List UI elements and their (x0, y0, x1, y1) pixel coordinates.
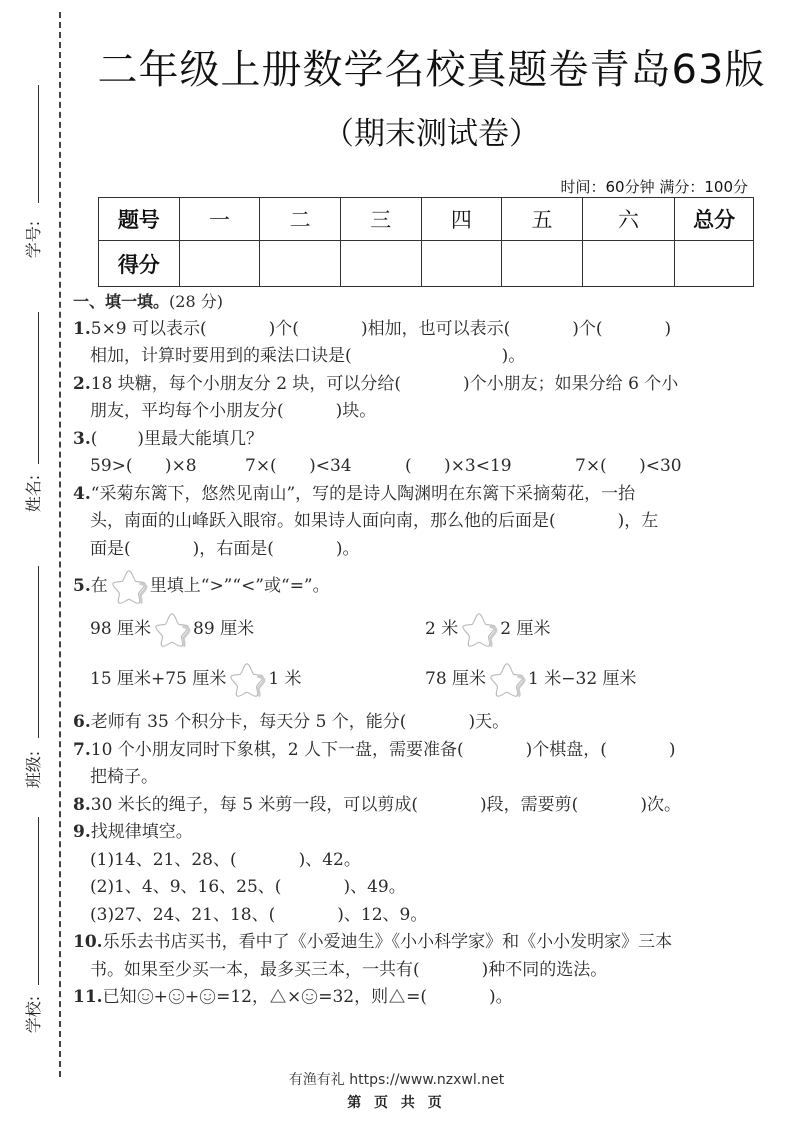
smiley-icon (301, 988, 318, 1005)
question-10 (73, 929, 743, 984)
header-cell: 三 (340, 198, 421, 241)
question-9 (73, 819, 743, 929)
comparison-item (73, 611, 408, 649)
question-text: 里填上“>”“<”或“=”。 (149, 576, 330, 597)
compare-left: 78 厘米 (425, 669, 487, 690)
question-5 (73, 569, 743, 705)
sequence-text: )、42。 (298, 849, 361, 870)
question-text: )相加，也可以表示( (360, 318, 511, 339)
question-text: )，右面是( (192, 538, 274, 559)
name-line[interactable] (38, 312, 39, 464)
question-7 (73, 737, 743, 792)
score-table (98, 197, 754, 287)
header-cell: 四 (421, 198, 502, 241)
comparison-item (73, 661, 408, 699)
compare-left: 98 厘米 (90, 619, 152, 640)
smiley-icon (137, 988, 154, 1005)
question-text: ) (664, 318, 672, 339)
question-number: 10. (73, 932, 103, 952)
score-cell[interactable] (582, 241, 675, 287)
compare-right: 89 厘米 (193, 619, 255, 640)
score-cell[interactable] (179, 241, 260, 287)
score-table-header-row (99, 198, 754, 241)
question-6 (73, 709, 743, 737)
student-id-line[interactable] (38, 85, 39, 203)
question-text: “采菊东篱下，悠然见南山”，写的是诗人陶渊明在东篱下采摘菊花，一抬 (90, 483, 636, 504)
score-cell[interactable] (340, 241, 421, 287)
section-title: 一、填一填。 (73, 292, 170, 311)
question-text: )次。 (640, 794, 681, 815)
sequence-text: (2)1、4、9、16、25、( (90, 877, 282, 897)
star-answer-icon[interactable] (153, 611, 191, 649)
question-2 (73, 371, 743, 426)
question-1 (73, 316, 743, 371)
question-text: )段，需要剪( (480, 794, 579, 815)
question-text: )。 (335, 538, 360, 559)
operator: × (286, 987, 302, 1007)
question-text: 找规律填空。 (90, 822, 193, 842)
question-number: 7. (73, 739, 91, 760)
question-number: 6. (73, 712, 91, 732)
school-line[interactable] (38, 817, 39, 985)
question-number: 3. (73, 428, 91, 449)
question-text: 10 个小朋友同时下象棋，2 人下一盘，需要准备( (90, 739, 464, 760)
sequence-text: )、12、9。 (337, 904, 428, 925)
question-text: 面是( (90, 538, 131, 559)
operator: + (184, 987, 200, 1007)
question-text: ) (668, 739, 676, 760)
inequality-item[interactable]: 59>( )×8 (90, 456, 197, 476)
question-text: 头，南面的山峰跃入眼帘。如果诗人面向南，那么他的后面是( (90, 511, 556, 531)
question-text: 在 (90, 576, 108, 597)
question-text: 书。如果至少买一本，最多买三本，一共有( (90, 959, 420, 980)
header-cell: 六 (582, 198, 675, 241)
sequence-text: )、49。 (343, 877, 406, 897)
question-text: 5×9 可以表示( (90, 318, 207, 339)
star-answer-icon[interactable] (460, 611, 498, 649)
header-cell: 五 (502, 198, 583, 241)
page-subtitle: （期末测试卷） (323, 116, 540, 152)
triangle-icon (269, 988, 287, 1004)
question-number: 4. (73, 483, 91, 504)
watermark: 有渔有礼 https://www.nzxwl.net (288, 1072, 505, 1088)
question-text: 相加，计算时要用到的乘法口诀是( (90, 346, 352, 366)
school-label: 学校: (24, 995, 44, 1034)
page-title: 二年级上册数学名校真题卷青岛63版 (97, 47, 766, 93)
question-text: )。 (489, 987, 513, 1007)
inequality-item[interactable]: 7×( )<34 (245, 456, 352, 476)
question-text: 朋友，平均每个小朋友分( (90, 401, 284, 421)
question-text: )里最大能填几？ (137, 428, 264, 449)
section-heading (73, 288, 743, 316)
exam-content (73, 288, 743, 1012)
question-number: 2. (73, 373, 91, 394)
question-text: ( (90, 428, 98, 449)
question-text: 18 块糖，每个小朋友分 2 块，可以分给( (90, 373, 402, 394)
question-number: 11. (73, 987, 103, 1007)
name-label: 姓名: (24, 474, 44, 513)
inequality-item[interactable]: ( )×3<19 (405, 456, 512, 476)
question-text: )个( (268, 318, 299, 339)
compare-right: 1 米 (268, 669, 302, 690)
score-row-label: 得分 (99, 241, 180, 287)
question-text: 30 米长的绳子，每 5 米剪一段，可以剪成( (90, 794, 419, 815)
compare-left: 2 米 (425, 619, 459, 640)
question-text: )块。 (335, 401, 377, 421)
star-answer-icon[interactable] (488, 661, 526, 699)
question-text: )天。 (468, 712, 510, 732)
question-number: 5. (73, 576, 91, 597)
page-indicator: 第 页 共 页 (347, 1095, 446, 1111)
class-label: 班级: (24, 750, 44, 789)
header-cell: 一 (179, 198, 260, 241)
header-cell: 题号 (99, 198, 180, 241)
question-number: 8. (73, 794, 91, 815)
sequence-text: (1)14、21、28、( (90, 849, 237, 870)
score-cell[interactable] (260, 241, 341, 287)
question-text: )。 (501, 346, 526, 366)
question-11 (73, 984, 743, 1012)
student-id-label: 学号: (24, 220, 44, 259)
score-cell[interactable] (502, 241, 583, 287)
question-text: )，左 (617, 511, 659, 531)
binding-dashed-line (59, 12, 61, 1077)
question-text: 把椅子。 (90, 767, 158, 787)
question-text: 老师有 35 个积分卡，每天分 5 个，能分( (90, 712, 407, 732)
comparison-item (408, 661, 743, 699)
question-text: )个( (572, 318, 603, 339)
question-text: =32，则 (318, 987, 389, 1007)
question-number: 1. (73, 318, 91, 339)
star-icon (110, 568, 148, 606)
header-cell: 总分 (675, 198, 754, 241)
question-8 (73, 792, 743, 820)
question-text: =( (406, 987, 427, 1007)
question-text: =12， (216, 987, 269, 1007)
score-cell[interactable] (675, 241, 754, 287)
question-text: )种不同的选法。 (481, 959, 608, 980)
question-text: 已知 (102, 987, 137, 1007)
smiley-icon (199, 988, 216, 1005)
question-text: )个棋盘，( (525, 739, 607, 760)
question-text: )个小朋友；如果分给 6 个小 (463, 373, 679, 394)
header-cell: 二 (260, 198, 341, 241)
compare-right: 1 米−32 厘米 (528, 669, 637, 690)
operator: + (153, 987, 168, 1007)
triangle-icon (388, 988, 406, 1004)
compare-left: 15 厘米+75 厘米 (90, 669, 227, 690)
inequality-item[interactable]: 7×( )<30 (575, 456, 682, 476)
question-4 (73, 481, 743, 564)
sequence-text: (3)27、24、21、18、( (90, 904, 276, 925)
exam-meta: 时间：60分钟 满分：100分 (560, 178, 748, 196)
question-3 (73, 426, 743, 481)
star-answer-icon[interactable] (228, 661, 266, 699)
comparison-item (408, 611, 743, 649)
question-number: 9. (73, 822, 91, 842)
score-cell[interactable] (421, 241, 502, 287)
smiley-icon (168, 988, 185, 1005)
compare-right: 2 厘米 (500, 619, 551, 640)
question-text: 乐乐去书店买书，看中了《小爱迪生》《小小科学家》和《小小发明家》三本 (102, 932, 673, 952)
section-points: (28 分) (169, 292, 223, 311)
class-line[interactable] (38, 566, 39, 738)
score-table-score-row (99, 241, 754, 287)
